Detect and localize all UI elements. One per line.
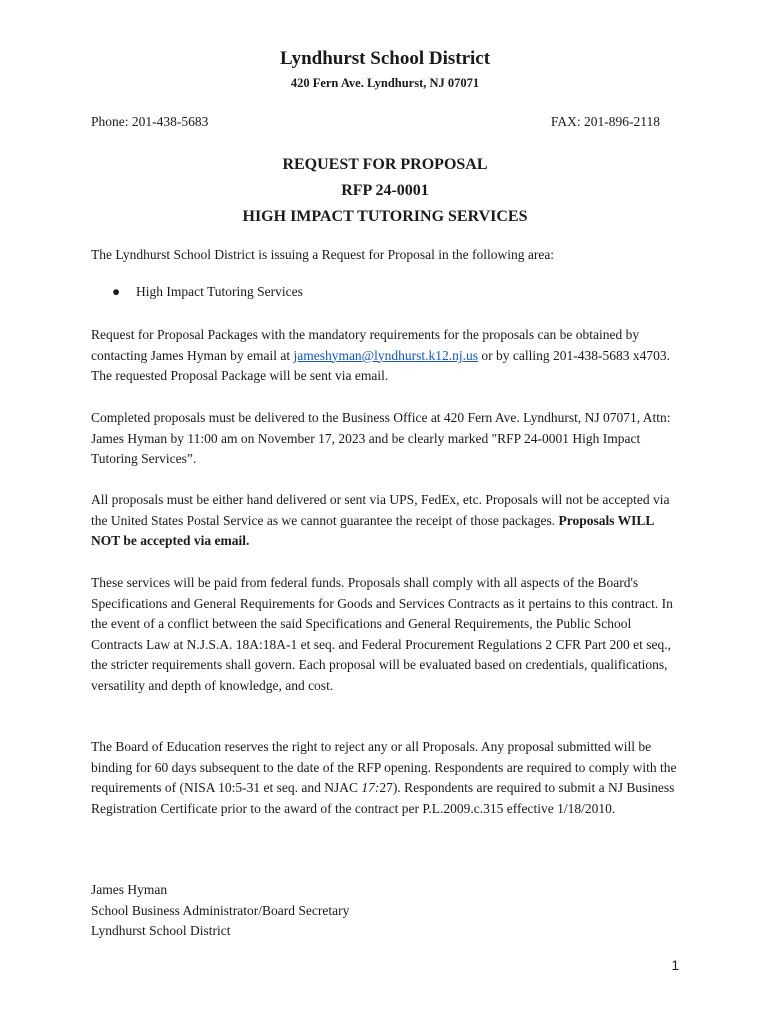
delivery-method-paragraph xyxy=(91,490,681,552)
rfp-heading-line-1: REQUEST FOR PROPOSAL xyxy=(282,156,488,173)
signer-title: School Business Administrator/Board Secretary xyxy=(91,902,350,918)
signer-name: James Hyman xyxy=(91,882,168,897)
bullet-list-item xyxy=(112,284,303,300)
rfp-heading-line-2: RFP 24-0001 xyxy=(341,182,429,199)
fax-number: FAX: 201-896-2118 xyxy=(550,114,660,129)
packages-text-after: or by calling 201-438-5683 x4703. The requested Proposal Package will be sent via email. xyxy=(91,347,670,384)
email-link[interactable]: jameshyman@lyndhurst.k12.nj.us xyxy=(293,347,478,363)
delivery-paragraph: Completed proposals must be delivered to the Business Office at 420 Fern Ave. Lyndhurst, NJ 07071, Attn: James Hyman by 11:00 am on November 17, 2023 and be clearly marked "RFP 24-0001 High Impact Tutoring Services”. xyxy=(91,410,671,467)
method-text: All proposals must be either hand delivered or sent via UPS, FedEx, etc. Proposals will not be accepted via the United States Postal Service as we cannot guarantee the receipt of those packages. xyxy=(91,492,670,528)
federal-funds-paragraph: These services will be paid from federal funds. Proposals shall comply with all aspects of the Board's Specifications and General Requirements for Goods and Services Contracts as it pertains to this contract. In the event of a conflict between the said Specifications and General Requirements, the Public School Contracts Law at N.J.S.A. 18A:18A-1 et seq. and Federal Procurement Regulations 2 CFR Part 200 et seq., the stricter requirements shall govern. Each proposal will be evaluated based on credentials, qualifications, versatility and depth of knowledge, and cost. xyxy=(91,575,673,693)
board-rights-paragraph xyxy=(91,737,681,819)
district-address: 420 Fern Ave. Lyndhurst, NJ 07071 xyxy=(290,76,480,90)
board-text-after: 27). Respondents are required to submit a NJ Business Registration Certificate prior to the award of the contract per P.L.2009.c.315 effective 1/18/2010. xyxy=(91,780,675,816)
signer-organization: Lyndhurst School District xyxy=(91,923,231,938)
district-title: Lyndhurst School District xyxy=(279,48,491,69)
rfp-heading-line-3: HIGH IMPACT TUTORING SERVICES xyxy=(242,208,528,225)
board-text-before: The Board of Education reserves the right to reject any or all Proposals. Any proposal submitted will be binding for 60 days subsequent to the date of the RFP opening. Respondents are required to comply with the requirements of (NISA 10:5-31 et seq. and NJAC xyxy=(91,739,677,796)
bullet-icon: ● xyxy=(112,284,121,299)
board-text-italic: 17: xyxy=(361,780,380,796)
rfp-heading xyxy=(0,152,770,230)
packages-paragraph xyxy=(91,325,681,387)
signature-block xyxy=(91,880,349,942)
phone-number: Phone: 201-438-5683 xyxy=(91,114,209,129)
intro-paragraph: The Lyndhurst School District is issuing a Request for Proposal in the following area: xyxy=(91,247,555,262)
packages-text-before: Request for Proposal Packages with the mandatory requirements for the proposals can be obtained by contacting James Hyman by email at xyxy=(91,327,640,363)
bullet-text: High Impact Tutoring Services xyxy=(136,284,303,299)
no-email-notice: Proposals WILL NOT be accepted via email. xyxy=(91,512,654,549)
page-number: 1 xyxy=(671,958,679,973)
